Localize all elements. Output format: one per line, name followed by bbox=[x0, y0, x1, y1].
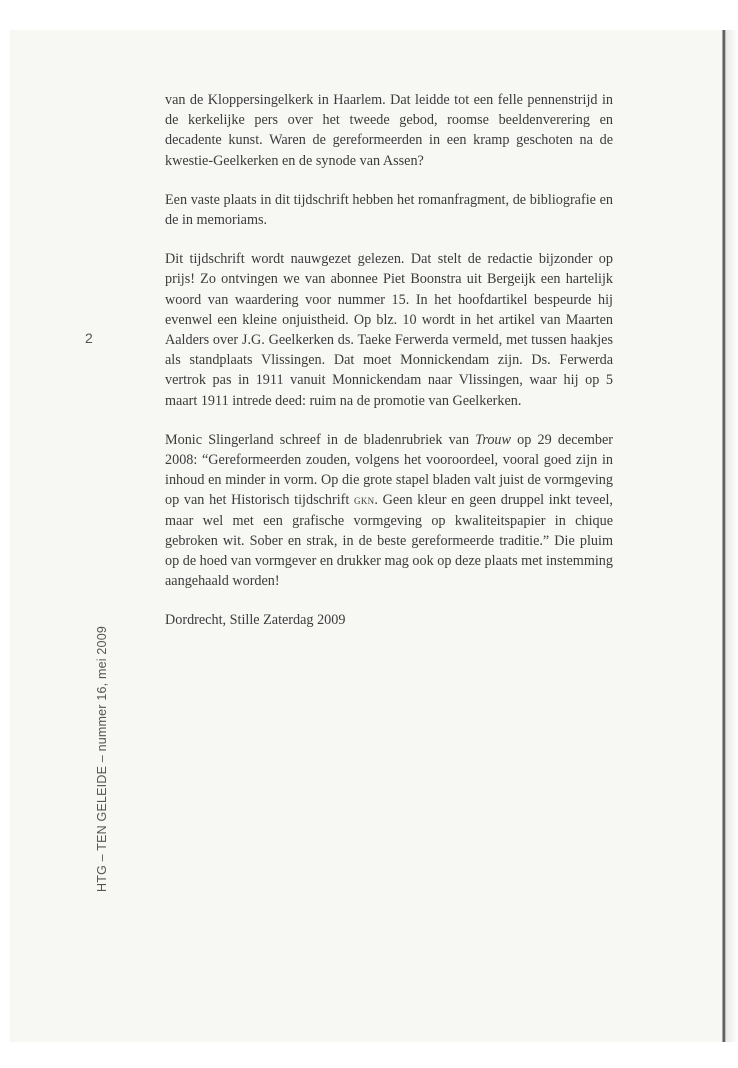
paragraph-1: van de Kloppersingelkerk in Haarlem. Dat leidde tot een felle pennenstrijd in de kerkelijke pers over het tweede gebod, roomse beeldenverering en decadente kunst. Waren de gereformeerden in een kramp geschoten na de kwestie-Geelkerken en de synode van Assen? bbox=[165, 92, 613, 169]
book-spine bbox=[722, 30, 738, 1042]
running-head: HTG – TEN GELEIDE – nummer 16, mei 2009 bbox=[95, 625, 109, 892]
closing-line: Dordrecht, Stille Zaterdag 2009 bbox=[165, 612, 346, 629]
paragraph-4-text-a: Monic Slingerland schreef in de bladenrubriek van bbox=[165, 431, 476, 448]
gkn-abbreviation: gkn bbox=[354, 493, 375, 508]
page-number: 2 bbox=[85, 330, 93, 346]
paragraph-3: Dit tijdschrift wordt nauwgezet gelezen. Dat stelt de redactie bijzonder op prijs! Zo ontvingen we van abonnee Piet Boonstra uit Bergeijk een hartelijk woord van waardering voor nummer 15. In het hoofdartikel bespeurde hij evenwel een kleine onjuistheid. Op blz. 10 wordt in het artikel van Maarten Aalders over J.G. Geelkerken ds. Taeke Ferwerda vermeld, met tussen haakjes als standplaats Vlissingen. Dat moet Monnickendam zijn. Ds. Ferwerda vertrok pas in 1911 vanuit Monnickendam naar Vlissingen, waar hij op 5 maart 1911 intrede deed: ruim na de promotie van Geelkerken. bbox=[165, 251, 613, 409]
paragraph-4 bbox=[165, 430, 613, 592]
paragraph-4-text-c: op 29 december 2008: “Gereformeerden zouden, volgens het vooroordeel, vooral goed zijn in inhoud en minder in vorm. Op die grote stapel bladen valt juist de vormgeving op van het Historisch tijdschrift bbox=[165, 431, 613, 509]
body-text bbox=[165, 90, 613, 650]
paragraph-2: Een vaste plaats in dit tijdschrift hebben het romanfragment, de bibliografie en de in memoriams. bbox=[165, 191, 613, 229]
paragraph-4-text-e: . Geen kleur en geen druppel inkt teveel, maar wel met een grafische vormgeving op kwaliteitspapier in chique gebroken wit. Sober en strak, in de beste gereformeerde traditie.” Die pluim op de hoed van vormgever en drukker mag ook op deze plaats met instemming aangehaald worden! bbox=[165, 492, 613, 590]
trouw-title: Trouw bbox=[475, 431, 511, 448]
